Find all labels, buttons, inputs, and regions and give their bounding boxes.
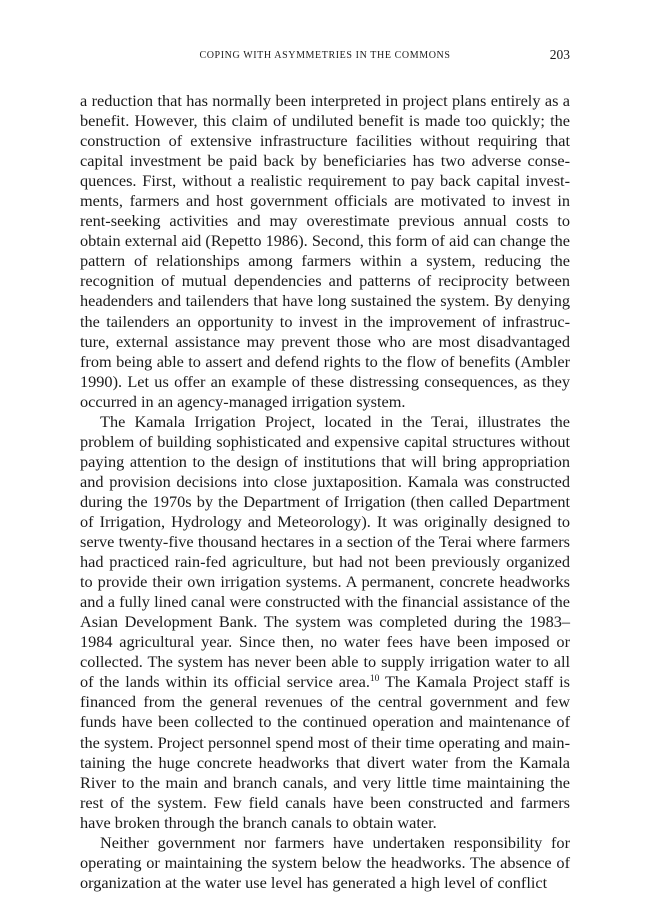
paragraph-text: The Kamala Project staff is financed from the general revenues of the central government and few funds have been collected to the continued operation and maintenance of the system. Project personnel spend most of their time operating and maintaining the huge concrete headworks that divert water from the Kamala River to the main and branch canals, and very little time maintaining the rest of the system. Few field canals have been constructed and farmers have broken through the branch canals to obtain water. bbox=[80, 672, 570, 832]
running-head bbox=[80, 45, 570, 67]
paragraph-text: a reduction that has normally been interpreted in project plans entirely as a benefit. However, this claim of undiluted benefit is made too quickly; the construction of extensive infrastructure facilities without requiring that capital investment be paid back by beneficiaries has two adverse consequences. First, without a realistic requirement to pay back capital investments, farmers and host government officials are motivated to invest in rent-seeking activities and may overestimate previous annual costs to obtain external aid (Repetto 1986). Second, this form of aid can change the pattern of relationships among farmers within a system, reducing the recognition of mutual dependencies and patterns of reciprocity between headenders and tailenders that have long sustained the system. By denying the tailenders an opportunity to invest in the improvement of infrastructure, external assistance may prevent those who are most disadvantaged from being able to assert and defend rights to the flow of benefits (Ambler 1990). Let us offer an example of these distressing consequences, as they occurred in an agency-managed irrigation system. bbox=[80, 91, 570, 411]
paragraph-text: Neither government nor farmers have undertaken responsibility for operating or maintaining the system below the headworks. The absence of organization at the water use level has generated a high level of conflict bbox=[80, 832, 570, 892]
paragraph-kamala-project bbox=[80, 412, 570, 833]
page-number: 203 bbox=[549, 47, 570, 62]
running-title: COPING WITH ASYMMETRIES IN THE COMMONS bbox=[199, 50, 451, 61]
book-page bbox=[80, 45, 570, 893]
body-text bbox=[80, 91, 570, 893]
footnote-reference: 10 bbox=[369, 674, 380, 685]
paragraph-responsibility bbox=[80, 833, 570, 893]
paragraph-text: The Kamala Irrigation Project, located in the Terai, illustrates the problem of building sophisticated and expensive capital structures without paying attention to the design of institutions that will bring appropriation and provision decisions into close juxtaposition. Kamala was constructed during the 1970s by the Department of Irrigation (then called Department of Irrigation, Hydrology and Meteorology). It was originally designed to serve twenty-five thousand hectares in a section of the Terai where farmers had practiced rain-fed agriculture, but had not been previously organized to provide their own irrigation systems. A permanent, concrete headworks and a fully lined canal were constructed with the financial assistance of the Asian Development Bank. The system was completed during the 1983–1984 agricultural year. Since then, no water fees have been imposed or collected. The system has never been able to supply irrigation water to all of the lands within its official service area. bbox=[80, 411, 570, 692]
paragraph-continuation bbox=[80, 91, 570, 412]
